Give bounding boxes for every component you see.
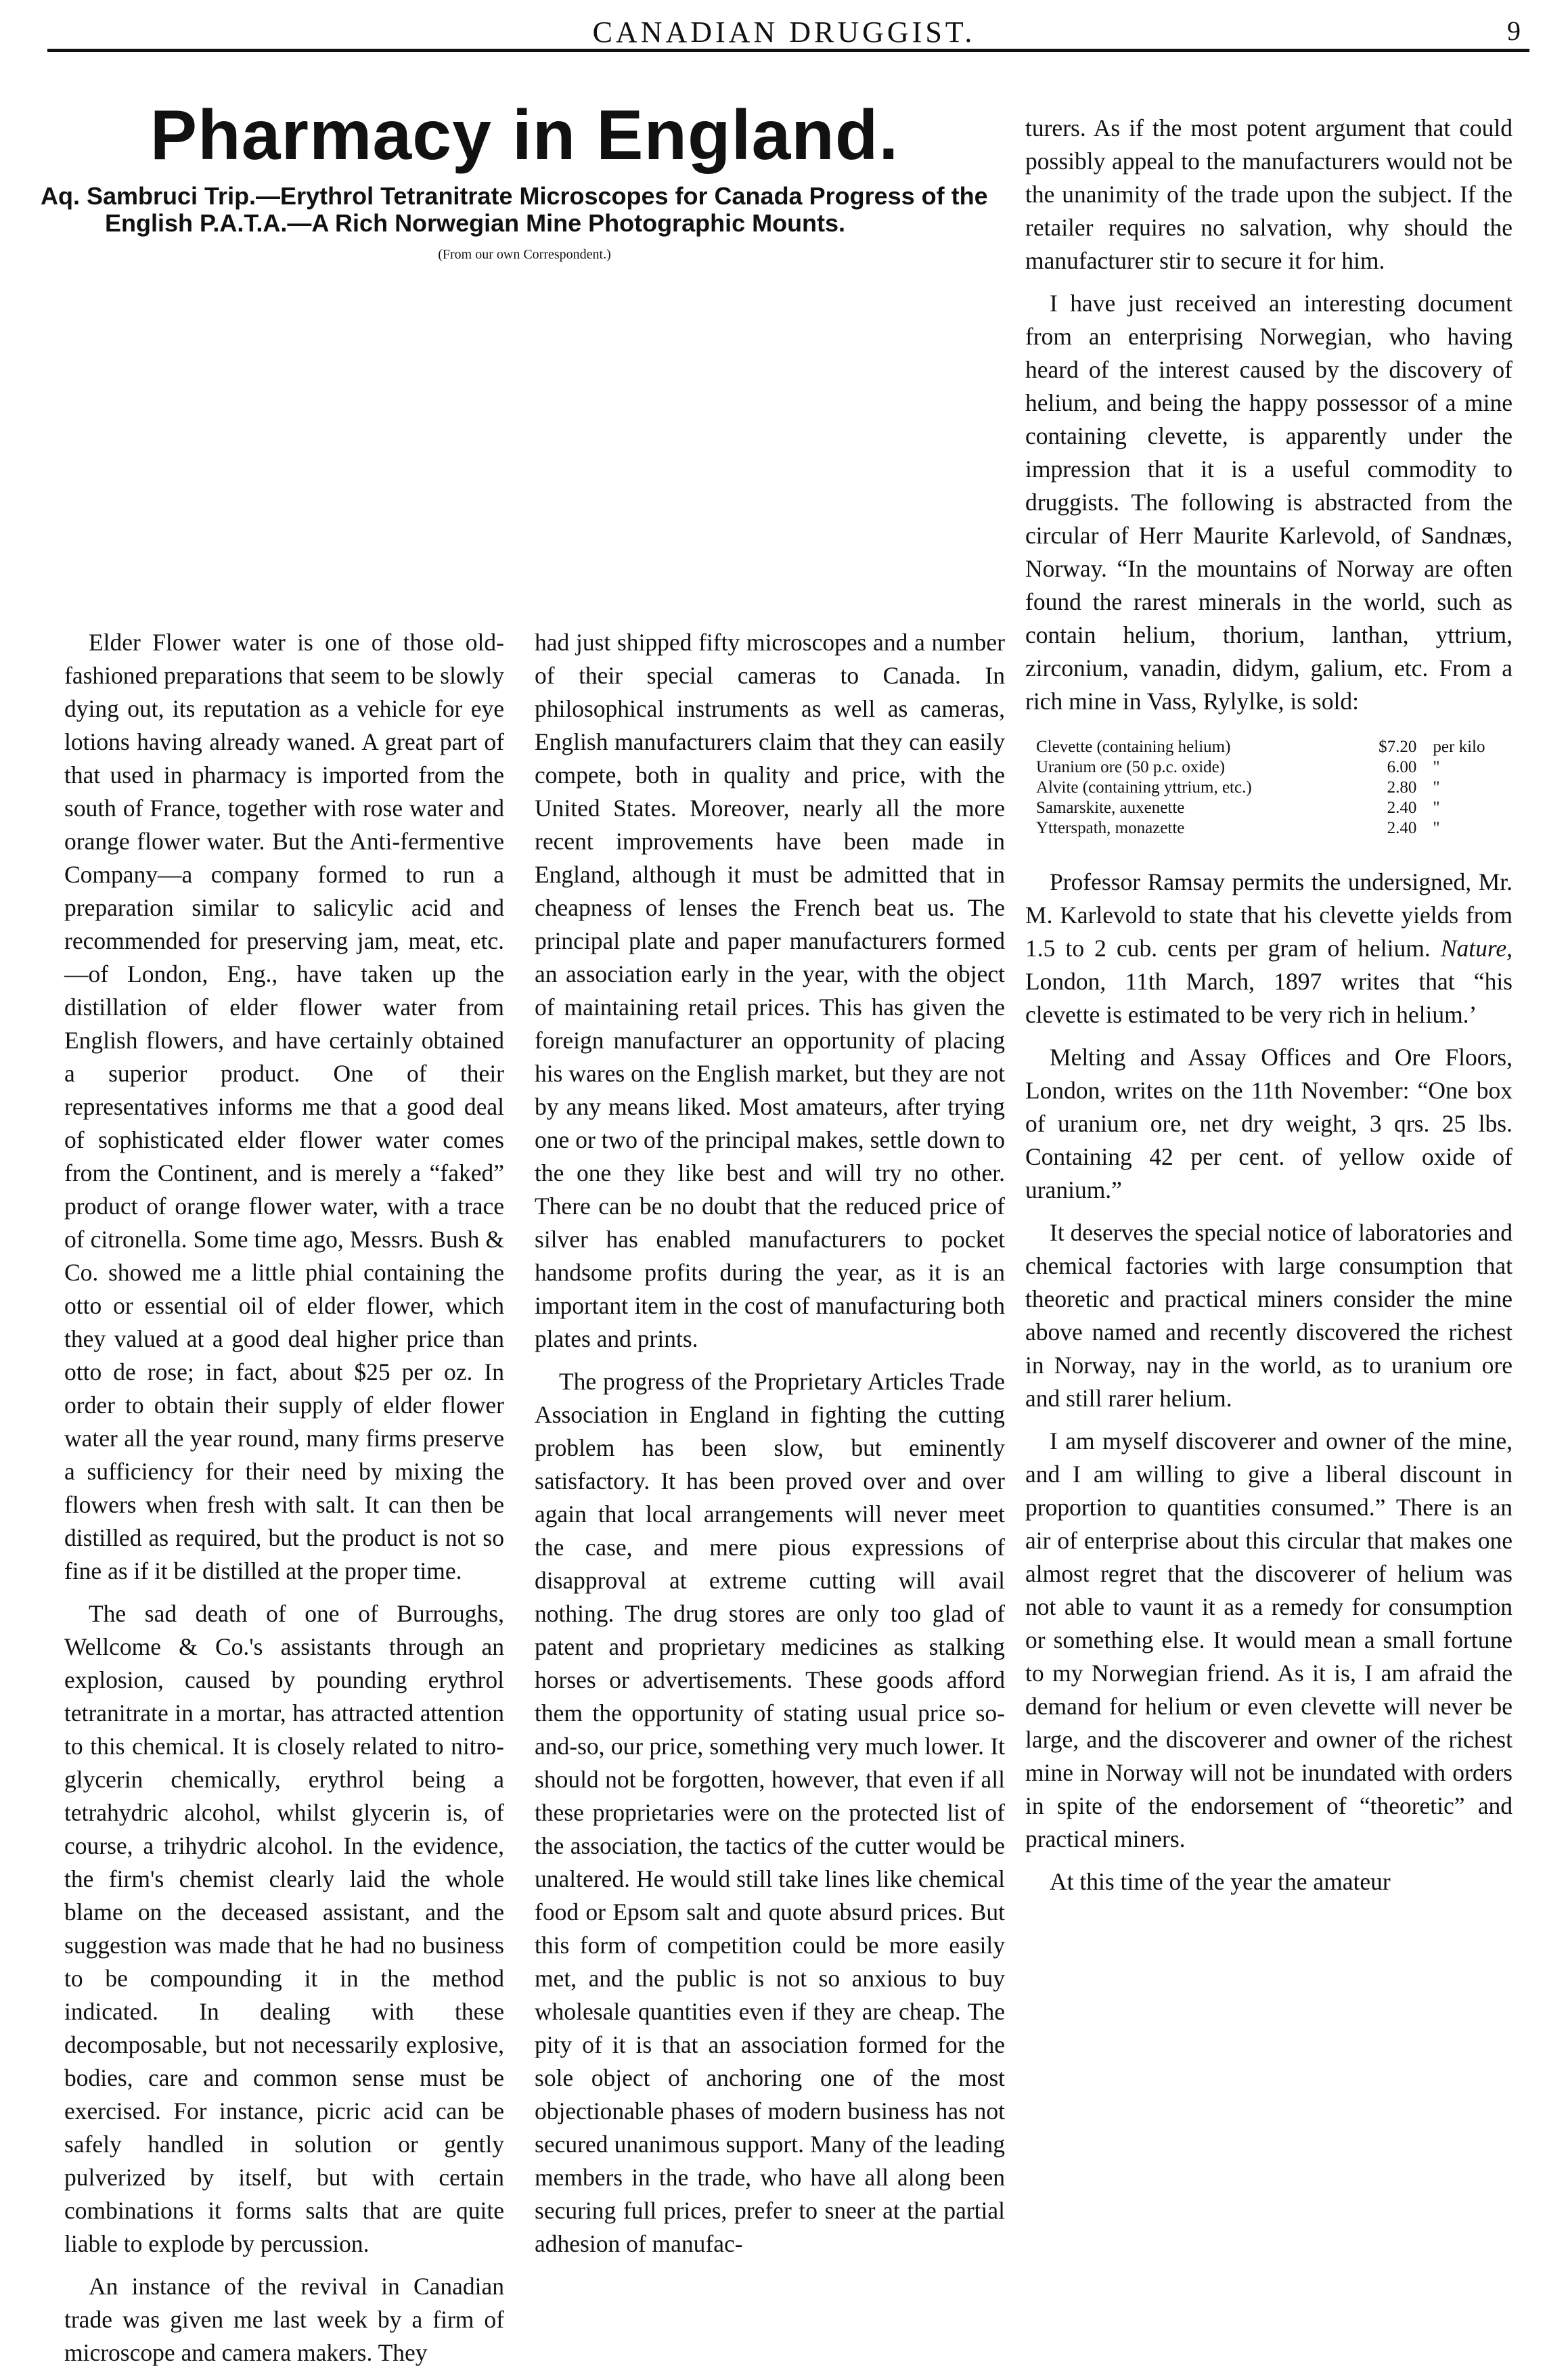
paragraph: turers. As if the most potent argument that could possibly appeal to the manufacturers would not be the unanimity of the trade upon the subject. If the retailer requires no salvation, why should the manufacturer stir to secure it for him.	[1025, 114, 1513, 274]
table-row	[1032, 737, 1519, 757]
paragraph: Melting and Assay Offices and Ore Floors, London, writes on the 11th November: “One box of uranium ore, net dry weight, 3 qrs. 25 lbs. Containing 42 per cent. of yellow oxide of uranium.”	[1025, 1044, 1513, 1203]
column-3	[1025, 112, 1513, 1908]
paragraph: The sad death of one of Burroughs, Wellcome & Co.'s assistants through an explosion, caused by pounding erythrol tetranitrate in a mortar, has attracted attention to this chemical. It is closely related to nitro-glycerin chemically, erythrol being a tetrahydric alcohol, whilst glycerin is, of course, a trihydric alcohol. In the evidence, the firm's chemist clearly laid the whole blame on the deceased assistant, and the suggestion was made that he had no business to be compounding it in the method indicated. In dealing with these decomposable, but not necessarily explosive, bodies, care and common sense must be exercised. For instance, picric acid can be safely handled in solution or gently pulverized by itself, but with certain combinations it forms salts that are quite liable to explode by percussion.	[64, 1600, 504, 2257]
table-row	[1032, 798, 1519, 818]
page-number: 9	[1507, 16, 1521, 46]
running-head: CANADIAN DRUGGIST.	[592, 16, 976, 49]
column-1	[64, 626, 504, 2379]
journal-name: Nature,	[1440, 935, 1513, 962]
price-price: $7.20	[1379, 738, 1417, 756]
paragraph-text: Professor Ramsay permits the undersigned, Mr. M. Karlevold to state that his clevette yields from 1.5 to 2 cub. cents per gram of helium.	[1025, 868, 1513, 962]
table-row	[1032, 757, 1519, 778]
price-item: Uranium ore (50 p.c. oxide)	[1036, 758, 1226, 776]
price-unit: "	[1433, 819, 1440, 837]
paragraph: I have just received an interesting document from an enterprising Norwegian, who having heard of the interest caused by the discovery of helium, and being the happy possessor of a mine containing clevette, is apparently under the impression that it is a useful commodity to druggists. The following is abstracted from the circular of Herr Maurite Karlevold, of Sandnæs, Norway. “In the mountains of Norway are often found the rarest minerals in the world, such as contain helium, thorium, lanthan, yttrium, zirconium, vanadin, didym, galium, etc. From a rich mine in Vass, Rylylke, is sold:	[1025, 290, 1513, 715]
paragraph: It deserves the special notice of laboratories and chemical factories with large consumption that theoretic and practical miners consider the mine above named and recently discovered the richest in Norway, nay in the world, as to uranium ore and still rarer helium.	[1025, 1219, 1513, 1412]
price-unit: per kilo	[1433, 738, 1485, 756]
paragraph: At this time of the year the amateur	[1050, 1868, 1391, 1895]
price-item: Samarskite, auxenette	[1036, 799, 1185, 817]
price-unit: "	[1433, 758, 1440, 776]
column-2	[535, 626, 1005, 2270]
price-price: 6.00	[1387, 758, 1417, 776]
header-rule	[47, 49, 1529, 52]
price-item: Ytterspath, monazette	[1036, 819, 1185, 837]
price-price: 2.40	[1387, 819, 1417, 837]
paragraph	[1025, 866, 1513, 1031]
price-item: Alvite (containing yttrium, etc.)	[1036, 778, 1252, 797]
paragraph: had just shipped fifty microscopes and a number of their special cameras to Canada. In philosophical instruments as well as cameras, English manufacturers claim that they can easily compete, both in quality and price, with the United States. Moreover, nearly all the more recent improvements have been made in England, although it must be admitted that in cheapness of lenses the French beat us. The principal plate and paper manufacturers formed an association early in the year, with the object of maintaining retail prices. This has given the foreign manufacturer an opportunity of placing his wares on the English market, but they are not by any means liked. Most amateurs, after trying one or two of the principal makes, settle down to the one they like best and will try no other. There can be no doubt that the reduced price of silver has enabled manufacturers to pocket handsome profits during the year, as it is an important item in the cost of manufacturing both plates and prints.	[535, 629, 1005, 1352]
article-subtitle: Aq. Sambruci Trip.—Erythrol Tetranitrate Microscopes for Canada Progress of the English P.A.T.A.—A Rich Norwegian Mine Photographic Mounts.	[41, 182, 988, 237]
price-item: Clevette (containing helium)	[1036, 738, 1231, 756]
paragraph: An instance of the revival in Canadian trade was given me last week by a firm of microscope and camera makers. They	[64, 2273, 504, 2366]
price-unit: "	[1433, 778, 1440, 797]
table-row	[1032, 778, 1519, 798]
price-price: 2.40	[1387, 799, 1417, 817]
article-title: Pharmacy in England.	[150, 96, 899, 175]
paragraph: The progress of the Proprietary Articles Trade Association in England in fighting the cutting problem has been slow, but eminently satisfactory. It has been proved over and over again that local arrangements will never meet the case, and mere pious expressions of disapproval at extreme cutting will avail nothing. The drug stores are only too glad of patent and proprietary medicines as stalking horses or advertisements. These goods afford them the opportunity of stating usual price so-and-so, our price, something very much lower. It should not be forgotten, however, that even if all these proprietaries were on the protected list of the association, the tactics of the cutter would be unaltered. He would still take lines like chemical food or Epsom salt and quote absurd prices. But this form of competition could be more easily met, and the public is not so anxious to buy wholesale quantities even if they are cheap. The pity of it is that an association formed for the sole object of anchoring one of the most objectionable phases of modern business has not secured unanimous support. Many of the leading members in the trade, who have all along been securing full prices, prefer to sneer at the partial adhesion of manufac-	[535, 1368, 1005, 2257]
table-row	[1032, 818, 1519, 839]
article-heading	[41, 95, 1008, 263]
paragraph: I am myself discoverer and owner of the mine, and I am willing to give a liberal discount in proportion to quantities consumed.” There is an air of enterprise about this circular that makes one almost regret that the discoverer of helium was not able to vaunt it as a remedy for consumption or something else. It would mean a small fortune to my Norwegian friend. As it is, I am afraid the demand for helium or even clevette will never be large, and the discoverer and owner of the richest mine in Norway will not be inundated with orders in spite of the endorsement of “theoretic” and practical miners.	[1025, 1427, 1513, 1852]
price-price: 2.80	[1387, 778, 1417, 797]
paragraph: Elder Flower water is one of those old-fashioned preparations that seem to be slowly dying out, its reputation as a vehicle for eye lotions having already waned. A great part of that used in pharmacy is imported from the south of France, together with rose water and orange flower water. But the Anti-fermentive Company—a company formed to run a preparation similar to salicylic acid and recommended for preserving jam, meat, etc.—of London, Eng., have taken up the distillation of elder flower water from English flowers, and have certainly obtained a superior product. One of their representatives informs me that a good deal of sophisticated elder flower water comes from the Continent, and is merely a “faked” product of orange flower water, with a trace of citronella. Some time ago, Messrs. Bush & Co. showed me a little phial containing the otto or essential oil of elder flower, which they valued at a good deal higher price than otto de rose; in fact, about $25 per oz. In order to obtain their supply of elder flower water all the year round, many firms preserve a sufficiency for their need by mixing the flowers when fresh with salt. It can then be distilled as required, but the product is not so fine as if it be distilled at the proper time.	[64, 629, 504, 1584]
byline: (From our own Correspondent.)	[438, 247, 611, 262]
paragraph-text: London, 11th March, 1897 writes that “his clevette is estimated to be very rich in helium.’	[1025, 968, 1513, 1028]
mineral-price-table	[1032, 737, 1519, 839]
price-unit: "	[1433, 799, 1440, 817]
